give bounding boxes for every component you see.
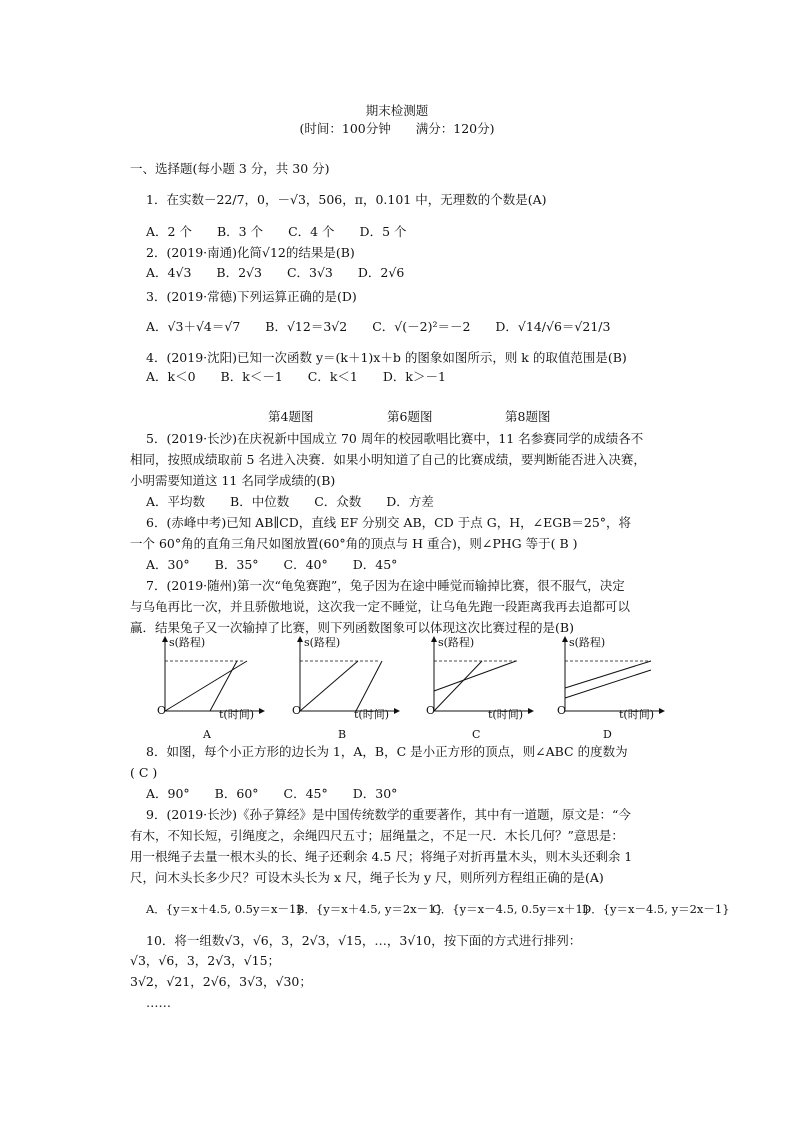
page-title: 期末检测题 [365,103,429,118]
q4-options: A．k＜0 B．k＜－1 C．k＜1 D．k＞－1 [146,369,446,384]
y-label: s(路程) [438,636,475,649]
q10-line1: 10．将一组数√3，√6，3，2√3，√15，…，3√10，按下面的方式进行排列： [146,933,582,948]
origin-label: O [157,704,167,717]
q7-line3: 赢．结果兔子又一次输掉了比赛，则下列函数图象可以体现这次比赛过程的是(B) [130,620,574,635]
y-label: s(路程) [169,636,206,649]
graph-label: A [203,728,211,741]
x-arrow [528,708,534,714]
graph-a [155,636,265,741]
q9-line1: 9．(2019·长沙)《孙子算经》是中国传统数学的重要著作，其中有一道题，原文是：“今 [146,807,631,822]
rabbit-line [356,661,382,711]
x-arrow [659,708,665,714]
section-heading: 一、选择题(每小题 3 分，共 30 分) [130,161,330,176]
tortoise-line [165,661,247,711]
q10-row1: √3，√6，3，2√3，√15； [130,953,281,968]
q8-line1: 8．如图，每个小正方形的边长为 1，A，B，C 是小正方形的顶点，则∠ABC 的度数为 [146,744,628,759]
fig8-caption: 第8题图 [505,409,551,424]
x-label: t(时间) [354,708,390,721]
graph-b [290,636,400,741]
graph-label: B [338,728,347,741]
origin-label: O [557,704,567,717]
q5-line3: 小明需要知道这 11 名同学成绩的(B) [130,473,336,488]
q6-options: A．30° B．35° C．40° D．45° [146,557,398,572]
q1-options: A．2 个 B．3 个 C．4 个 D．5 个 [146,224,407,239]
origin-label: O [426,704,436,717]
graph-label: C [472,728,481,741]
q10-row3: …… [146,995,171,1010]
x-arrow [259,708,265,714]
y-arrow [562,636,568,642]
x-label: t(时间) [488,708,524,721]
tortoise-line [300,661,358,711]
q9-option-c: C．{y＝x－4.5, 0.5y＝x＋1} [432,902,591,916]
rabbit-line [434,661,482,711]
fig6-caption: 第6题图 [387,409,433,424]
q9-line2: 有木，不知长短，引绳度之，余绳四尺五寸；屈绳量之，不足一尺．木长几何？”意思是： [130,828,624,843]
tortoise-line [434,661,516,691]
graph-c [424,636,534,741]
y-label: s(路程) [304,636,341,649]
q9-line4: 尺，问木头长多少尺？可设木头长为 x 尺，绳子长为 y 尺，则所列方程组正确的是(A) [130,870,604,885]
q9-option-d: D．{y＝x－4.5, y＝2x－1} [582,902,730,916]
q1-stem: 1．在实数－22/7，0，－√3，506，π，0.101 中，无理数的个数是(A) [146,192,547,207]
q9-option-a: A．{y＝x＋4.5, 0.5y＝x－1} [146,902,304,916]
y-arrow [162,636,168,642]
q7-line1: 7．(2019·随州)第一次“龟兔赛跑”，兔子因为在途中睡觉而输掉比赛，很不服气，决定 [146,578,625,593]
q4-stem: 4．(2019·沈阳)已知一次函数 y＝(k＋1)x＋b 的图象如图所示，则 k 的取值范围是(B) [146,350,627,365]
q2-stem: 2．(2019·南通)化简√12的结果是(B) [146,245,355,260]
x-label: t(时间) [619,708,655,721]
y-arrow [431,636,437,642]
q8-options: A．90° B．60° C．45° D．30° [146,786,398,801]
q2-options: A．4√3 B．2√3 C．3√3 D．2√6 [146,265,405,280]
fig4-caption: 第4题图 [268,409,314,424]
graph-d [555,636,665,741]
q6-line1: 6．(赤峰中考)已知 AB∥CD，直线 EF 分别交 AB，CD 于点 G，H，∠EGB＝25°，将 [146,515,632,530]
q8-line2: ( C ) [130,765,158,780]
origin-label: O [292,704,302,717]
q7-line2: 与乌龟再比一次，并且骄傲地说，这次我一定不睡觉，让乌龟先跑一段距离我再去追都可以 [130,599,631,614]
q6-line2: 一个 60°角的直角三角尺如图放置(60°角的顶点与 H 重合)，则∠PHG 等于( B ) [130,536,578,551]
q3-options: A．√3＋√4＝√7 B．√12＝3√2 C．√(－2)²＝－2 D．√14/√6＝√21/3 [146,319,611,334]
q5-line2: 相同，按照成绩取前 5 名进入决赛．如果小明知道了自己的比赛成绩，要判断能否进入决赛， [130,452,646,467]
x-label: t(时间) [219,708,255,721]
graph-label: D [603,728,612,741]
q5-line1: 5．(2019·长沙)在庆祝新中国成立 70 周年的校园歌唱比赛中，11 名参赛同学的成绩各不 [146,431,644,446]
q3-stem: 3．(2019·常德)下列运算正确的是(D) [146,289,357,304]
y-arrow [297,636,303,642]
page-subtitle: (时间：100分钟 满分：120分) [299,121,495,136]
rabbit-line [210,661,237,711]
q9-line3: 用一根绳子去量一根木头的长、绳子还剩余 4.5 尺；将绳子对折再量木头，则木头还剩余 1 [130,849,633,864]
q9-option-b: B．{y＝x＋4.5, y＝2x－1} [296,902,443,916]
q5-options: A．平均数 B．中位数 C．众数 D．方差 [146,494,434,509]
x-arrow [394,708,400,714]
q10-row2: 3√2，√21，2√6，3√3，√30； [130,974,312,989]
y-label: s(路程) [569,636,606,649]
